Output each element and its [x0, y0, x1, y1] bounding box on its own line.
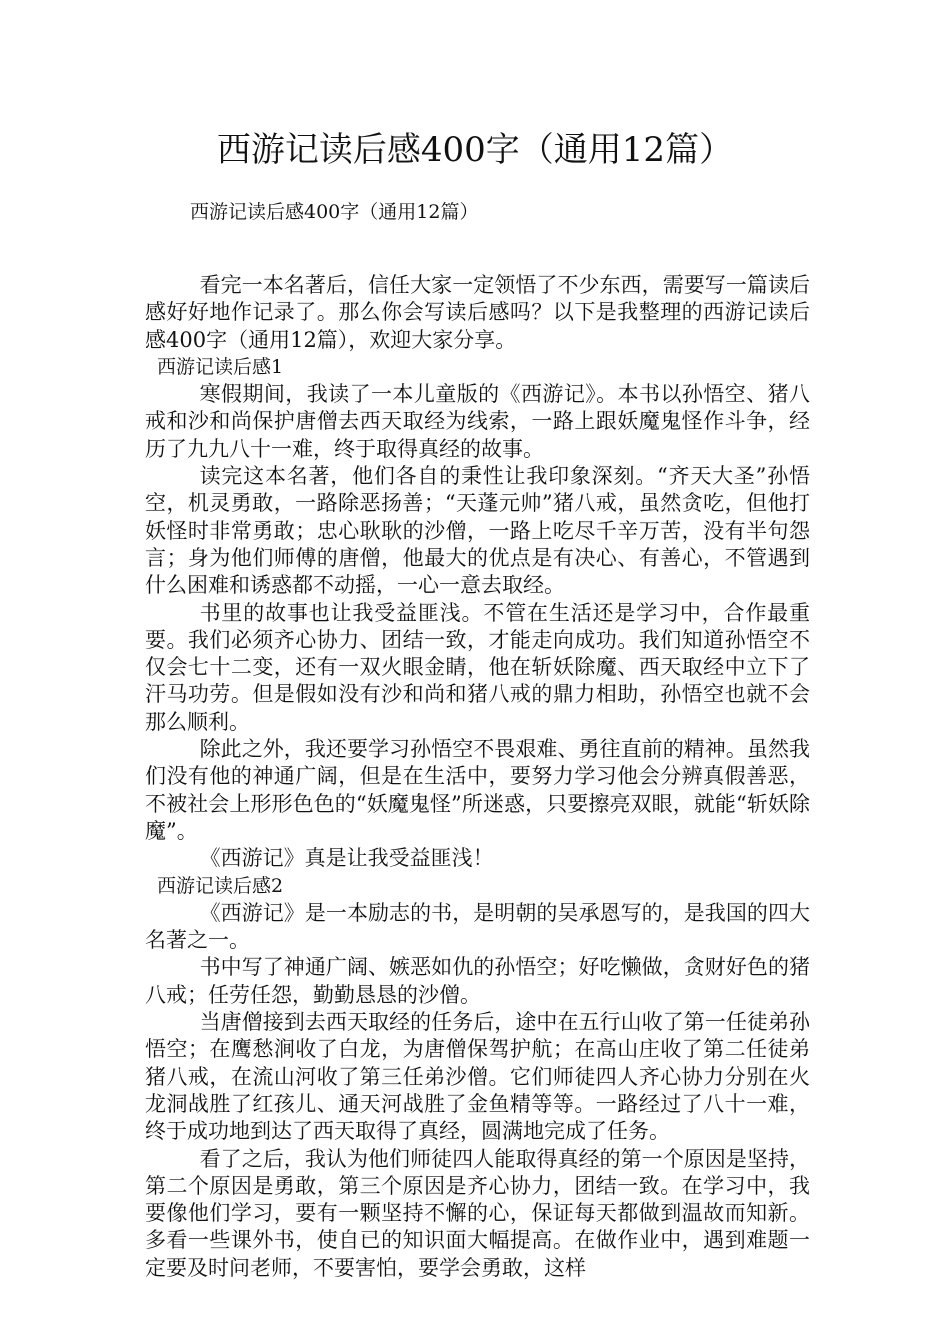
paragraph: 书里的故事也让我受益匪浅。不管在生活还是学习中，合作最重要。我们必须齐心协力、团结一致，才能走向成功。我们知道孙悟空不仅会七十二变，还有一双火眼金睛，他在斩妖除魔、西天取经中立下了汗马功劳。但是假如没有沙和尚和猪八戒的鼎力相助，孙悟空也就不会那么顺利。: [145, 600, 810, 734]
document-body: [145, 272, 810, 1282]
intro-paragraph: 看完一本名著后，信任大家一定领悟了不少东西，需要写一篇读后感好好地作记录了。那么你会写读后感吗？以下是我整理的西游记读后感400字（通用12篇），欢迎大家分享。: [145, 273, 810, 352]
section-heading-1: 西游记读后感1: [157, 355, 284, 378]
paragraph: 《西游记》真是让我受益匪浅！: [199, 846, 494, 871]
paragraph: 看了之后，我认为他们师徒四人能取得真经的第一个原因是坚持，第二个原因是勇敢，第三个原因是齐心协力，团结一致。在学习中，我要像他们学习，要有一颗坚持不懈的心，保证每天都做到温故而知新。多看一些课外书，使自已的知识面大幅提高。在做作业中，遇到难题一定要及时问老师，不要害怕，要学会勇敢，这样: [145, 1146, 810, 1280]
paragraph: 当唐僧接到去西天取经的任务后，途中在五行山收了第一任徒弟孙悟空；在鹰愁涧收了白龙，为唐僧保驾护航；在高山庄收了第二任徒弟猪八戒，在流山河收了第三任弟沙僧。它们师徒四人齐心协力分别在火龙洞战胜了红孩儿、通天河战胜了金鱼精等等。一路经过了八十一难，终于成功地到达了西天取得了真经，圆满地完成了任务。: [145, 1010, 810, 1144]
document-subtitle: 西游记读后感400字（通用12篇）: [190, 201, 479, 223]
paragraph: 寒假期间，我读了一本儿童版的《西游记》。本书以孙悟空、猪八戒和沙和尚保护唐僧去西天取经为线索，一路上跟妖魔鬼怪作斗争，经历了九九八十一难，终于取得真经的故事。: [145, 382, 810, 461]
paragraph: 读完这本名著，他们各自的秉性让我印象深刻。“齐天大圣”孙悟空，机灵勇敢，一路除恶扬善；“天蓬元帅”猪八戒，虽然贪吃，但他打妖怪时非常勇敢；忠心耿耿的沙僧，一路上吃尽千辛万苦，没有半句怨言；身为他们师傅的唐僧，他最大的优点是有决心、有善心，不管遇到什么困难和诱惑都不动摇，一心一意去取经。: [145, 464, 810, 598]
document-title: 西游记读后感400字（通用12篇）: [216, 130, 734, 170]
section-heading-2: 西游记读后感2: [157, 874, 284, 897]
paragraph: 书中写了神通广阔、嫉恶如仇的孙悟空；好吃懒做，贪财好色的猪八戒；任劳任怨，勤勤恳恳的沙僧。: [145, 955, 810, 1007]
paragraph: 《西游记》是一本励志的书，是明朝的吴承恩写的，是我国的四大名著之一。: [145, 900, 810, 953]
paragraph: 除此之外，我还要学习孙悟空不畏艰难、勇往直前的精神。虽然我们没有他的神通广阔，但是在生活中，要努力学习他会分辨真假善恶，不被社会上形形色色的“妖魔鬼怪”所迷惑，只要擦亮双眼，就能“斩妖除魔”。: [145, 737, 810, 843]
